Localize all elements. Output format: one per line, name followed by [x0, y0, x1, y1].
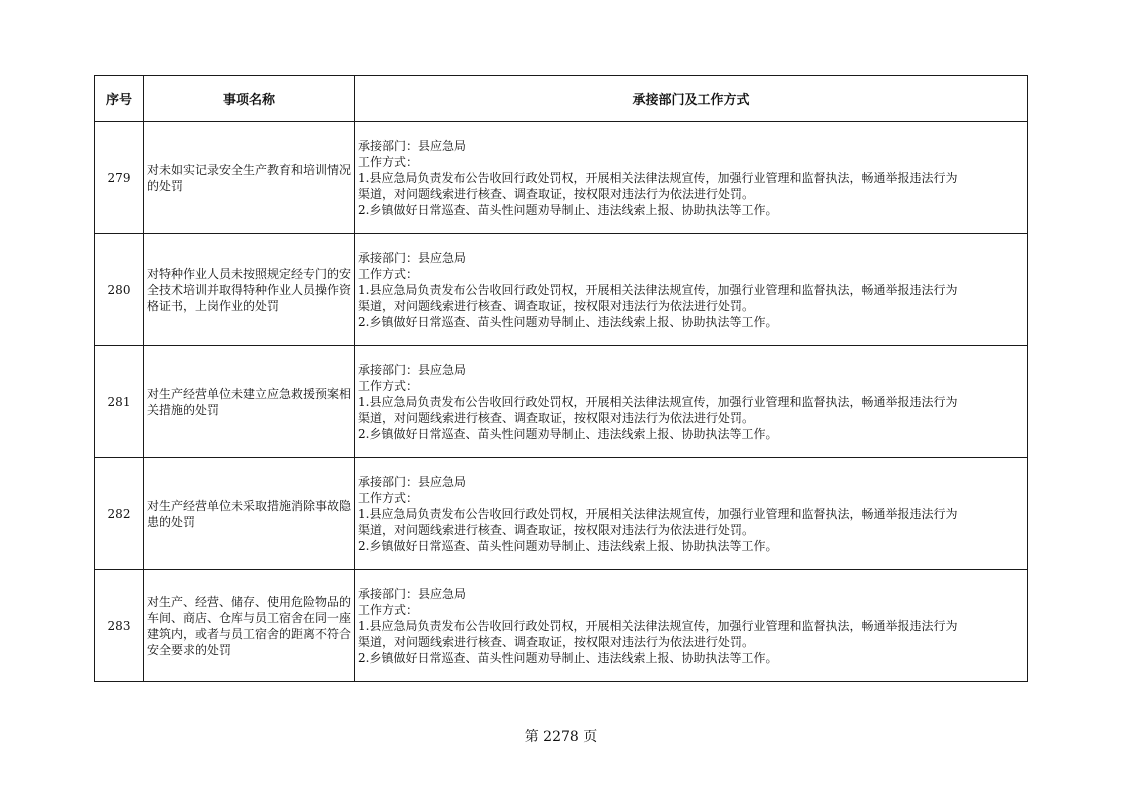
- header-department-method: 承接部门及工作方式: [355, 76, 1028, 122]
- method-item-1-line-2: 渠道，对问题线索进行核查、调查取证，按权限对违法行为依法进行处罚。: [358, 522, 755, 537]
- department-method-cell: [355, 234, 1028, 346]
- method-item-1-line-1: 1.县应急局负责发布公告收回行政处罚权，开展相关法律法规宣传，加强行业管理和监督执法，畅通举报违法行为: [358, 394, 958, 409]
- serial-number-cell: 279: [95, 122, 144, 234]
- department-label: 承接部门：县应急局: [358, 474, 467, 489]
- method-item-2: 2.乡镇做好日常巡查、苗头性问题劝导制止、违法线索上报、协助执法等工作。: [358, 538, 778, 553]
- table-row: [95, 570, 1028, 682]
- table-row: [95, 346, 1028, 458]
- table-row: [95, 234, 1028, 346]
- method-item-1-line-2: 渠道，对问题线索进行核查、调查取证，按权限对违法行为依法进行处罚。: [358, 410, 755, 425]
- method-item-1-line-1: 1.县应急局负责发布公告收回行政处罚权，开展相关法律法规宣传，加强行业管理和监督执法，畅通举报违法行为: [358, 506, 958, 521]
- header-serial-number: 序号: [95, 76, 144, 122]
- department-method-cell: [355, 458, 1028, 570]
- table-row: [95, 122, 1028, 234]
- serial-number-cell: 282: [95, 458, 144, 570]
- method-item-2: 2.乡镇做好日常巡查、苗头性问题劝导制止、违法线索上报、协助执法等工作。: [358, 314, 778, 329]
- table-row: [95, 458, 1028, 570]
- matter-name-cell: 对生产、经营、储存、使用危险物品的车间、商店、仓库与员工宿舍在同一座建筑内，或者与员工宿舍的距离不符合安全要求的处罚: [144, 570, 355, 682]
- matters-table: [94, 75, 1028, 682]
- matter-name-cell: 对生产经营单位未建立应急救援预案相关措施的处罚: [144, 346, 355, 458]
- method-label: 工作方式：: [358, 602, 419, 617]
- matter-name-cell: 对特种作业人员未按照规定经专门的安全技术培训并取得特种作业人员操作资格证书，上岗作业的处罚: [144, 234, 355, 346]
- method-item-1-line-1: 1.县应急局负责发布公告收回行政处罚权，开展相关法律法规宣传，加强行业管理和监督执法，畅通举报违法行为: [358, 170, 958, 185]
- serial-number-cell: 283: [95, 570, 144, 682]
- method-item-1-line-2: 渠道，对问题线索进行核查、调查取证，按权限对违法行为依法进行处罚。: [358, 298, 755, 313]
- method-label: 工作方式：: [358, 378, 419, 393]
- department-method-cell: [355, 346, 1028, 458]
- method-label: 工作方式：: [358, 490, 419, 505]
- method-label: 工作方式：: [358, 266, 419, 281]
- department-label: 承接部门：县应急局: [358, 362, 467, 377]
- department-method-cell: [355, 122, 1028, 234]
- method-item-1-line-1: 1.县应急局负责发布公告收回行政处罚权，开展相关法律法规宣传，加强行业管理和监督执法，畅通举报违法行为: [358, 618, 958, 633]
- header-matter-name: 事项名称: [144, 76, 355, 122]
- method-item-2: 2.乡镇做好日常巡查、苗头性问题劝导制止、违法线索上报、协助执法等工作。: [358, 426, 778, 441]
- matter-name-cell: 对生产经营单位未采取措施消除事故隐患的处罚: [144, 458, 355, 570]
- department-label: 承接部门：县应急局: [358, 138, 467, 153]
- method-label: 工作方式：: [358, 154, 419, 169]
- page-number: 第 2278 页: [524, 729, 598, 745]
- matter-name-cell: 对未如实记录安全生产教育和培训情况的处罚: [144, 122, 355, 234]
- serial-number-cell: 280: [95, 234, 144, 346]
- method-item-1-line-2: 渠道，对问题线索进行核查、调查取证，按权限对违法行为依法进行处罚。: [358, 634, 755, 649]
- department-label: 承接部门：县应急局: [358, 250, 467, 265]
- department-label: 承接部门：县应急局: [358, 586, 467, 601]
- method-item-2: 2.乡镇做好日常巡查、苗头性问题劝导制止、违法线索上报、协助执法等工作。: [358, 650, 778, 665]
- method-item-2: 2.乡镇做好日常巡查、苗头性问题劝导制止、违法线索上报、协助执法等工作。: [358, 202, 778, 217]
- department-method-cell: [355, 570, 1028, 682]
- table-header-row: [95, 76, 1028, 122]
- serial-number-cell: 281: [95, 346, 144, 458]
- method-item-1-line-1: 1.县应急局负责发布公告收回行政处罚权，开展相关法律法规宣传，加强行业管理和监督执法，畅通举报违法行为: [358, 282, 958, 297]
- method-item-1-line-2: 渠道，对问题线索进行核查、调查取证，按权限对违法行为依法进行处罚。: [358, 186, 755, 201]
